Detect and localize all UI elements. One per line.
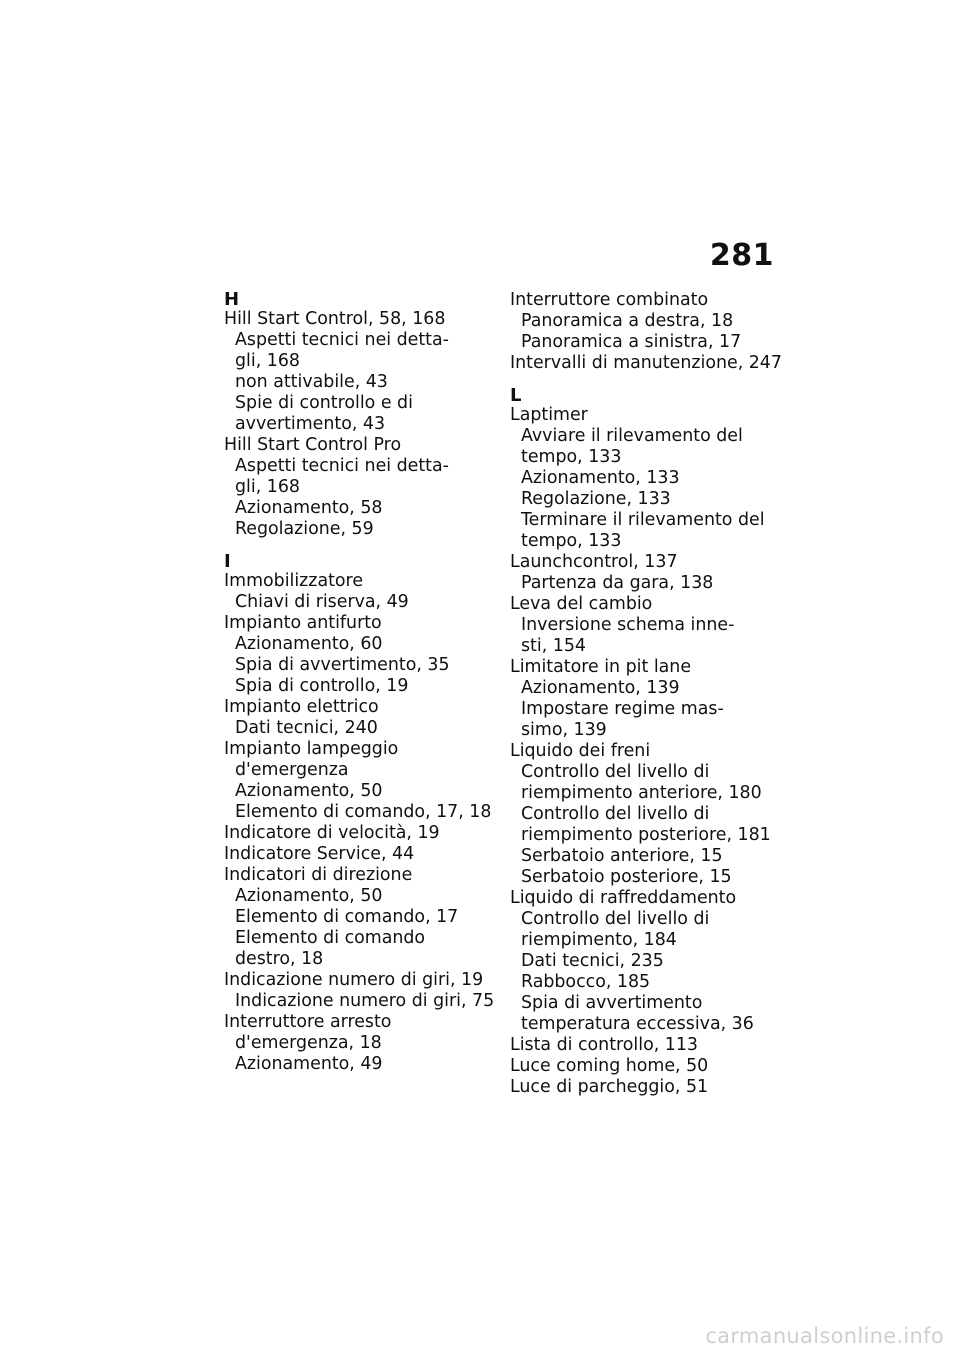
index-subentry: Elemento di comando, 17, 18: [235, 802, 492, 822]
index-subentry: Serbatoio posteriore, 15: [521, 867, 732, 887]
index-subentry: Serbatoio anteriore, 15: [521, 846, 723, 866]
index-entry: Indicatori di direzione: [224, 865, 413, 885]
index-subentry: avvertimento, 43: [235, 414, 386, 434]
section-letter: H: [224, 289, 240, 310]
index-subentry: Spia di controllo, 19: [235, 676, 409, 696]
index-entry: Liquido di raffreddamento: [510, 888, 737, 908]
index-subentry: Spia di avvertimento, 35: [235, 655, 450, 675]
index-subentry: riempimento anteriore, 180: [521, 783, 762, 803]
index-entry: Hill Start Control Pro: [224, 435, 402, 455]
index-entry: Intervalli di manutenzione, 247: [510, 353, 782, 373]
index-subentry: riempimento posteriore, 181: [521, 825, 771, 845]
index-entry: Indicatore di velocità, 19: [224, 823, 440, 843]
index-subentry: Controllo del livello di: [521, 762, 710, 782]
index-subentry: Azionamento, 50: [235, 886, 383, 906]
index-subentry: Azionamento, 60: [235, 634, 383, 654]
index-subentry: Chiavi di riserva, 49: [235, 592, 409, 612]
index-entry: Indicazione numero di giri, 19: [224, 970, 484, 990]
index-subentry: d'emergenza: [235, 760, 349, 780]
index-entry: Liquido dei freni: [510, 741, 651, 761]
index-subentry: Azionamento, 50: [235, 781, 383, 801]
index-subentry: Inversione schema inne-: [521, 615, 735, 635]
index-subentry: riempimento, 184: [521, 930, 677, 950]
index-column-left: [224, 290, 504, 1075]
index-entry: Laptimer: [510, 405, 588, 425]
index-entry: Hill Start Control, 58, 168: [224, 309, 446, 329]
index-entry: Lista di controllo, 113: [510, 1035, 698, 1055]
index-subentry: gli, 168: [235, 351, 300, 371]
index-subentry: Azionamento, 49: [235, 1054, 383, 1074]
index-column-right: [510, 290, 790, 1098]
index-subentry: Rabbocco, 185: [521, 972, 651, 992]
index-subentry: Regolazione, 133: [521, 489, 671, 509]
index-entry: Indicatore Service, 44: [224, 844, 415, 864]
index-subentry: Azionamento, 58: [235, 498, 383, 518]
watermark-url[interactable]: carmanualsonline.info: [705, 1324, 944, 1348]
index-entry: Luce di parcheggio, 51: [510, 1077, 709, 1097]
index-subentry: simo, 139: [521, 720, 607, 740]
index-subentry: tempo, 133: [521, 447, 622, 467]
index-subentry: Azionamento, 139: [521, 678, 680, 698]
index-subentry: Dati tecnici, 235: [521, 951, 664, 971]
index-subentry: Regolazione, 59: [235, 519, 374, 539]
index-subentry: non attivabile, 43: [235, 372, 388, 392]
index-subentry: Impostare regime mas-: [521, 699, 724, 719]
index-subentry: Panoramica a destra, 18: [521, 311, 734, 331]
index-subentry: d'emergenza, 18: [235, 1033, 382, 1053]
index-entry: Impianto elettrico: [224, 697, 379, 717]
section-letter: L: [510, 385, 522, 406]
index-subentry: tempo, 133: [521, 531, 622, 551]
index-subentry: Elemento di comando, 17: [235, 907, 459, 927]
index-entry: Launchcontrol, 137: [510, 552, 678, 572]
index-subentry: temperatura eccessiva, 36: [521, 1014, 754, 1034]
index-subentry: gli, 168: [235, 477, 300, 497]
index-subentry: Partenza da gara, 138: [521, 573, 714, 593]
index-subentry: Dati tecnici, 240: [235, 718, 378, 738]
index-subentry: Controllo del livello di: [521, 909, 710, 929]
index-entry: Impianto antifurto: [224, 613, 382, 633]
index-entry: Luce coming home, 50: [510, 1056, 709, 1076]
index-entry: Impianto lampeggio: [224, 739, 399, 759]
index-entry: Interruttore arresto: [224, 1012, 392, 1032]
index-entry: Limitatore in pit lane: [510, 657, 692, 677]
index-subentry: Terminare il rilevamento del: [521, 510, 765, 530]
index-subentry: Spie di controllo e di: [235, 393, 413, 413]
section-letter: I: [224, 551, 231, 572]
index-subentry: Avviare il rilevamento del: [521, 426, 743, 446]
index-subentry: Aspetti tecnici nei detta-: [235, 456, 449, 476]
page-number: 281: [709, 238, 774, 273]
index-subentry: Spia di avvertimento: [521, 993, 703, 1013]
index-subentry: Panoramica a sinistra, 17: [521, 332, 742, 352]
index-subentry: Azionamento, 133: [521, 468, 680, 488]
index-entry: Leva del cambio: [510, 594, 653, 614]
index-subentry: Elemento di comando: [235, 928, 426, 948]
index-entry: Immobilizzatore: [224, 571, 364, 591]
index-subentry: Indicazione numero di giri, 75: [235, 991, 495, 1011]
index-subentry: Controllo del livello di: [521, 804, 710, 824]
index-entry: Interruttore combinato: [510, 290, 709, 310]
index-subentry: Aspetti tecnici nei detta-: [235, 330, 449, 350]
index-subentry: destro, 18: [235, 949, 324, 969]
index-subentry: sti, 154: [521, 636, 586, 656]
